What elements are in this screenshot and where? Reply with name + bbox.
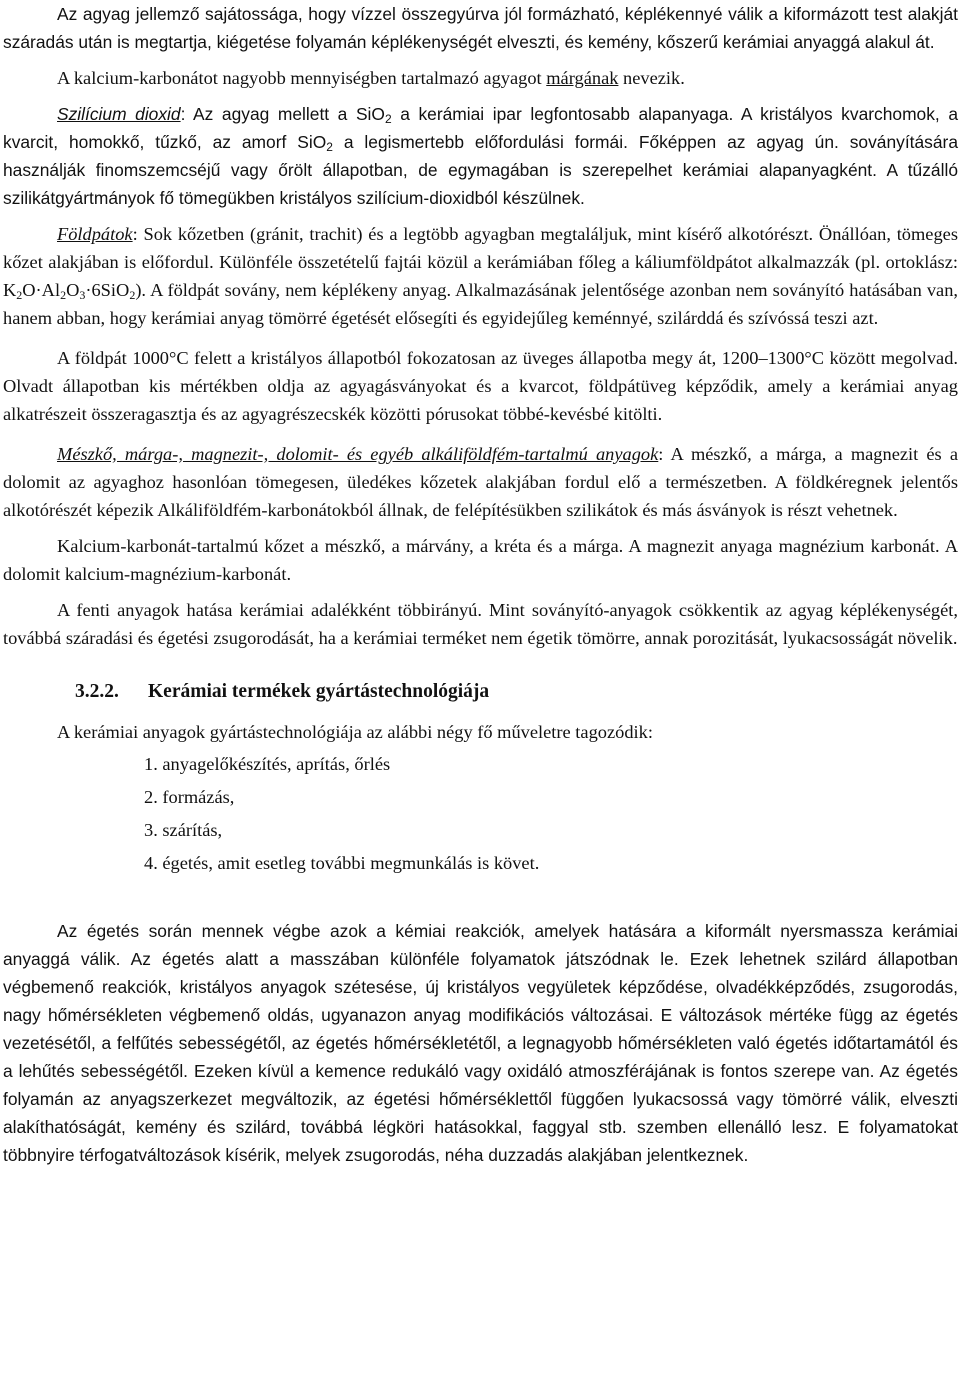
- silicon-dioxide-term: Szilícium dioxid: [57, 104, 181, 124]
- paragraph-limestone: [3, 440, 958, 524]
- document-page: [3, 0, 958, 1169]
- feldspars-term: Földpátok: [57, 224, 133, 244]
- section-number: 3.2.2.: [75, 681, 119, 702]
- feldspar-text-c: O: [66, 280, 80, 300]
- list-item: 4. égetés, amit esetleg további megmunkálás is követ.: [144, 853, 540, 873]
- paragraph-feldspars: [3, 220, 958, 332]
- feldspar-text-b: O·Al: [22, 280, 61, 300]
- paragraph-carbonates: Kalcium-karbonát-tartalmú kőzet a mészkő, a márvány, a kréta és a márga. A magnezit anyaga magnézium karbonát. A dolomit kalcium-magnézium-karbonát.: [3, 536, 958, 584]
- formula-subscript-1: 2: [16, 288, 23, 302]
- formula-subscript-4: 2: [129, 288, 136, 302]
- formula-subscript-3: 3: [79, 288, 86, 302]
- section-title: Kerámiai termékek gyártástechnológiája: [148, 681, 490, 702]
- paragraph-feldspar-melting: A földpát 1000°C felett a kristályos állapotból fokozatosan az üveges állapotba megy át, 1200–1300°C között megolvad. Olvadt állapotban kis mértékben oldja az agyagásványokat és a kvarcot, földpátüveg képződik, amely a kerámiai anyag alkatrészeit összeragasztja és az agyagrészecskék közötti pórusokat többé-kevésbé kitölti.: [3, 348, 958, 424]
- paragraph-clay-properties: Az agyag jellemző sajátossága, hogy vízzel összegyúrva jól formázható, képlékennyé válik a kiformázott test alakját száradás után is megtartja, kiégetése folyamán képlékenységét elveszti, és kemény, kőszerű kerámiai anyaggá alakul át.: [3, 4, 958, 52]
- limestone-text: : A mészkő, a márga, a magnezit és a dolomit az agyaghoz hasonlóan tömegesen, üledékes kőzetek alakjában fordul elő a természetben. A földkéregnek jelentős alkotórészét képezik Alkáliföldfém-karbonátokból állnak, de felépítésükben szilikátok és más ásványok is részt vehetnek.: [3, 444, 959, 520]
- process-steps-list: [3, 750, 958, 877]
- list-item: 2. formázás,: [144, 787, 235, 807]
- sio2-subscript-2: 2: [326, 140, 333, 154]
- paragraph-process-intro: A kerámiai anyagok gyártástechnológiája az alábbi négy fő műveletre tagozódik:: [57, 722, 653, 742]
- section-heading: [75, 678, 958, 706]
- sio2-text-a: : Az agyag mellett a SiO: [180, 104, 385, 124]
- sio2-text-b: a kerámiai ipar legfontosabb alapanyaga. A kristályos kvarchomok, a kvarcit, homokkő, tűzkő, az amorf SiO: [3, 104, 959, 152]
- paragraph-silicon-dioxide: [3, 100, 958, 212]
- marl-text-before: A kalcium-karbonátot nagyobb mennyiségben tartalmazó agyagot: [57, 68, 547, 88]
- sio2-text-c: a legismertebb előfordulási formái. Főképpen az agyag ún. soványítására használják finomszemcséjű vagy őrölt állapotban, de egymagában is szerepelhet kerámiai alapanyagként. A tűzálló szilikátgyártmányok fő tömegükben kristályos szilícium-dioxidból készülnek.: [3, 132, 959, 208]
- marl-term: márgának: [546, 68, 619, 88]
- feldspar-text-a: : Sok kőzetben (gránit, trachit) és a legtöbb agyagban megtaláljuk, mint kísérő alkotórészt. Önállóan, tömeges kőzet alakjában is előfordul. Különféle összetételű fajtái közül a kerámiában főleg a káliumföldpátot alkalmazzák (pl. ortoklász: K: [3, 224, 958, 300]
- list-item: 3. szárítás,: [144, 820, 223, 840]
- paragraph-additive-effects: A fenti anyagok hatása kerámiai adalékként többirányú. Mint soványító-anyagok csökkentik az agyag képlékenységét, továbbá száradási és égetési zsugorodását, ha a kerámiai terméket nem égetik tömörre, annak porozitását, lyukacsosságát növelik.: [3, 600, 958, 648]
- feldspar-text-e: ). A földpát sovány, nem képlékeny anyag. Alkalmazásának jelentősége azonban nem soványító hatásában van, hanem abban, hogy kerámiai anyag tömörré égetését elősegíti és egyidejűleg keménnyé, szilárddá és szívóssá teszi azt.: [3, 280, 958, 328]
- feldspar-text-d: ·6SiO: [85, 280, 130, 300]
- paragraph-firing: Az égetés során mennek végbe azok a kémiai reakciók, amelyek hatására a kiformált nyersmassza kerámiai anyaggá válik. Az égetés alatt a masszában különféle folyamatok játszódnak le. Ezek lehetnek szilárd állapotban végbemenő reakciók, kristályos anyagok szétesése, új kristályos vegyületek képződése, olvadékképződés, zsugorodás, nagy hőmérsékleten végbemenő oldás, ugyanazon anyag modifikációs változásai. E változások mértéke függ az égetés vezetésétől, a felfűtés sebességétől, az égetés hőmérsékletétől, a legnagyobb hőmérsékleten való égetés időtartamától és a lehűtés sebességétől. Ezeken kívül a kemence redukáló vagy oxidáló atmoszférájának is fontos szerepe van. Az égetés folyamán az anyagszerkezet megváltozik, az égetési hőmérséklettől függően lyukacsossá vagy tömörré válik, elveszti alakíthatóságát, kemény és szilárd, továbbá légköri hatásokkal, faggyal stb. szemben ellenálló lesz. E folyamatokat többnyire térfogatváltozások kísérik, melyek zsugorodás, néha duzzadás alakjában jelentkeznek.: [3, 921, 958, 1165]
- marl-text-after: nevezik.: [618, 68, 685, 88]
- list-item: 1. anyagelőkészítés, aprítás, őrlés: [144, 754, 391, 774]
- sio2-subscript-1: 2: [384, 112, 392, 126]
- limestone-term: Mészkő, márga-, magnezit-, dolomit- és egyéb alkáliföldfém-tartalmú anyagok: [57, 444, 659, 464]
- formula-subscript-2: 2: [60, 288, 67, 302]
- paragraph-marl: [3, 64, 958, 92]
